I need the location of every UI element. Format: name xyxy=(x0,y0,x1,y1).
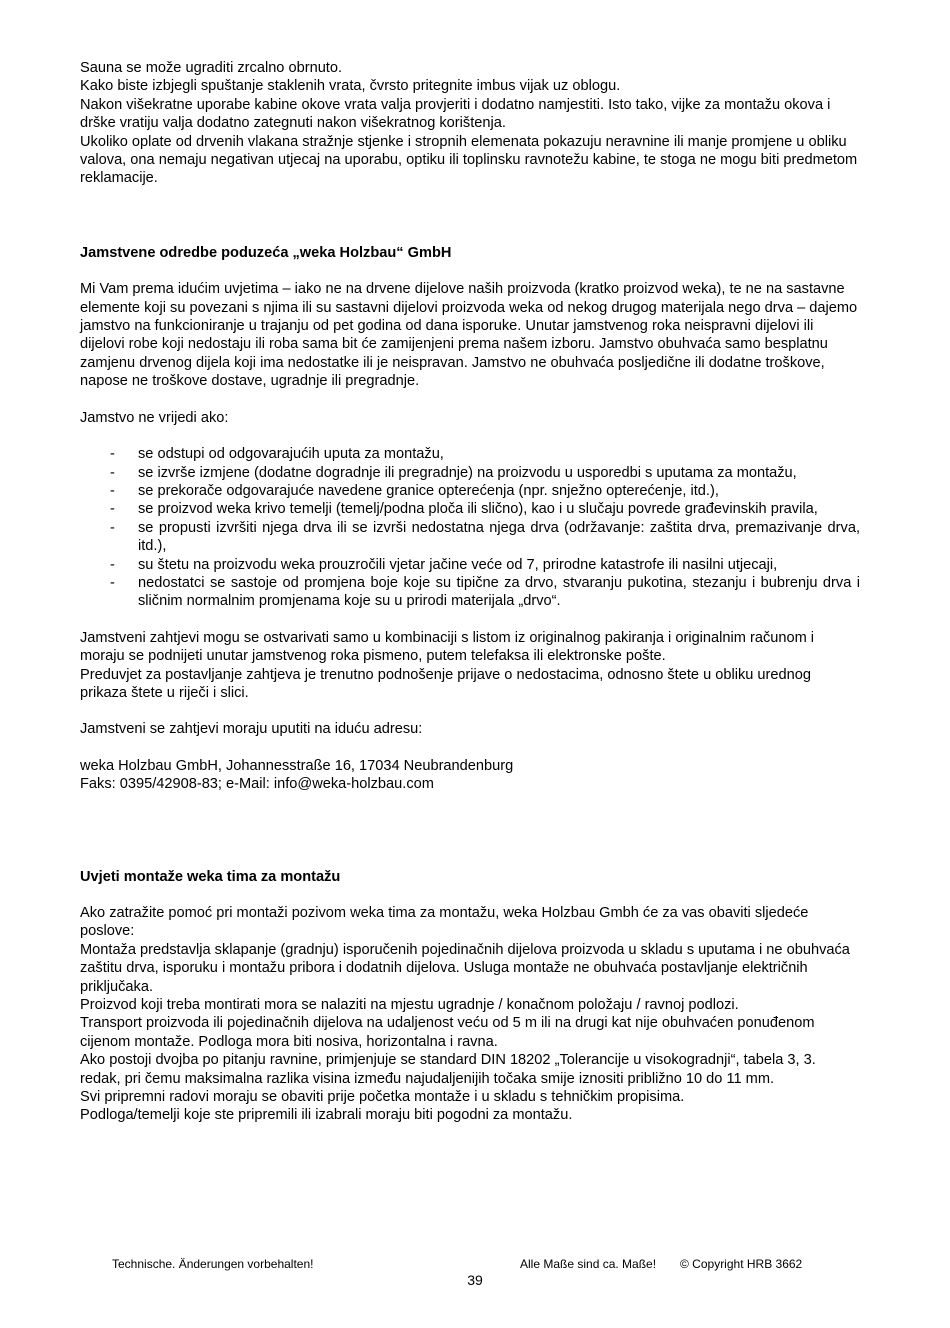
company-address: weka Holzbau GmbH, Johannesstraße 16, 17034 Neubrandenburg xyxy=(80,757,514,774)
assembly-paragraph: Transport proizvoda ili pojedinačnih dijelova na udaljenost veću od 5 m ili na drugi kat nije obuhvaćen ponuđenom cijenom montaže. Podloga mora biti nosiva, horizontalna i ravna. xyxy=(80,1015,815,1050)
dash-bullet: - xyxy=(110,574,115,591)
section-heading: Uvjeti montaže weka tima za montažu xyxy=(80,868,341,885)
warranty-section xyxy=(80,244,860,794)
footer-dimensions-note: Alle Maße sind ca. Maße! xyxy=(520,1257,657,1271)
page-number: 39 xyxy=(467,1272,483,1288)
dash-bullet: - xyxy=(110,501,115,518)
claims-paragraph: Jamstveni zahtjevi mogu se ostvarivati samo u kombinaciji s listom iz originalnog pakiranja i originalnim računom i moraju se podnijeti unutar jamstvenog roka pismeno, putem telefaksa ili elektronske pošte. xyxy=(80,629,815,665)
list-item: - se prekorače odgovarajuće navedene granice opterećenja (npr. snježno opterećenje, itd.), xyxy=(110,482,719,499)
list-item: - nedostatci se sastoje od promjena boje koje su tipične za drvo, stvaranju pukotina, stezanju i bubrenju drva i sličnim normalnim promjenama koje su u prirodi materijala „drvo“. xyxy=(110,574,860,610)
warranty-paragraph: Mi Vam prema idućim uvjetima – iako ne na drvene dijelove naših proizvoda (kratko proizvod weka), te ne na sastavne elemente koji su povezani s njima ili su sastavni dijelovi proizvoda weka od nekog drugog materijala nego drva – dajemo jamstvo na funkcioniranje u trajanju od pet godina od dana isporuke. Unutar jamstvenog roka neispravni dijelovi ili dijelovi robe koji nedostaju ili roba sama bit će zamijenjeni prema našem izboru. Jamstvo obuhvaća samo besplatnu zamjenu drvenog dijela koji ima nedostatke ili je neispravan. Jamstvo ne obuhvaća posljedične ili dodatne troškove, napose ne troškove dostave, ugradnje ili pregradnje. xyxy=(80,281,858,390)
dash-bullet: - xyxy=(110,482,115,499)
assembly-paragraph: Proizvod koji treba montirati mora se nalaziti na mjestu ugradnje / konačnom položaju / ravnoj podlozi. xyxy=(80,997,739,1014)
list-item: - su štetu na proizvodu weka prouzročili vjetar jačine veće od 7, prirodne katastrofe ili nasilni utjecaji, xyxy=(110,556,778,573)
dash-bullet: - xyxy=(110,446,115,463)
document-body xyxy=(80,59,860,1125)
footer-disclaimer: Technische. Änderungen vorbehalten! xyxy=(112,1257,314,1271)
intro-paragraph: Sauna se može ugraditi zrcalno obrnuto. xyxy=(80,60,343,76)
warranty-exclusions-list xyxy=(80,445,860,611)
intro-section xyxy=(80,59,860,188)
list-item: - se propusti izvršiti njega drva ili se izvrši nedostatna njega drva (održavanje: zaštita drva, premazivanje drva, itd.), xyxy=(110,519,860,555)
claims-paragraph: Preduvjet za postavljanje zahtjeva je trenutno podnošenje prijave o nedostacima, odnosno štete u obliku urednog prikaza štete u riječi i slici. xyxy=(80,666,811,701)
assembly-paragraph: Montaža predstavlja sklapanje (gradnju) isporučenih pojedinačnih dijelova proizvoda u skladu s uputama i ne obuhvaća zaštitu drva, isporuku i montažu pribora i dodatnih dijelova. Usluga montaže ne obuhvaća postavljanje električnih priključaka. xyxy=(80,941,850,995)
warranty-exclusions-intro: Jamstvo ne vrijedi ako: xyxy=(80,409,229,426)
assembly-paragraph: Podloga/temelji koje ste pripremili ili izabrali moraju biti pogodni za montažu. xyxy=(80,1107,573,1124)
address-intro: Jamstveni se zahtjevi moraju uputiti na iduću adresu: xyxy=(80,721,423,738)
assembly-paragraph: Ako postoji dvojba po pitanju ravnine, primjenjuje se standard DIN 18202 „Tolerancije u visokogradnji“, tabela 3, 3. redak, pri čemu maksimalna razlika visina između najudaljenijih točaka smije iznositi približno 10 do 11 mm. xyxy=(80,1052,816,1087)
footer-copyright: © Copyright HRB 3662 xyxy=(680,1257,803,1271)
assembly-paragraph: Svi pripremni radovi moraju se obaviti prije početka montaže i u skladu s tehničkim propisima. xyxy=(80,1089,685,1106)
list-item: - se izvrše izmjene (dodatne dogradnje ili pregradnje) na proizvodu u usporedbi s uputama za montažu, xyxy=(110,464,797,481)
dash-bullet: - xyxy=(110,464,115,481)
assembly-paragraph: Ako zatražite pomoć pri montaži pozivom weka tima za montažu, weka Holzbau Gmbh će za vas obaviti sljedeće poslove: xyxy=(80,905,809,940)
assembly-section xyxy=(80,868,860,1125)
list-item: - se odstupi od odgovarajućih uputa za montažu, xyxy=(110,446,444,463)
dash-bullet: - xyxy=(110,519,115,536)
intro-paragraph: Ukoliko oplate od drvenih vlakana stražnje stjenke i stropnih elemenata pokazuju neravnine ili manje promjene u obliku valova, ona nemaju negativan utjecaj na uporabu, optiku ili toplinsku ravnotežu kabine, te stoga ne mogu biti predmetom reklamacije. xyxy=(80,133,858,187)
intro-paragraph: Nakon višekratne uporabe kabine okove vrata valja provjeriti i dodatno namjestiti. Isto tako, vijke za montažu okova i drške vratiju valja dodatno zategnuti nakon višekratnog korištenja. xyxy=(80,96,831,132)
section-heading: Jamstvene odredbe poduzeća „weka Holzbau“ GmbH xyxy=(80,244,452,261)
list-item: - se proizvod weka krivo temelji (temelj/podna ploča ili slično), kao i u slučaju povrede građevinskih pravila, xyxy=(110,501,818,518)
intro-paragraph: Kako biste izbjegli spuštanje staklenih vrata, čvrsto pritegnite imbus vijak uz oblogu. xyxy=(80,78,621,95)
contact-line: Faks: 0395/42908-83; e-Mail: info@weka-holzbau.com xyxy=(80,776,434,793)
dash-bullet: - xyxy=(110,556,115,573)
